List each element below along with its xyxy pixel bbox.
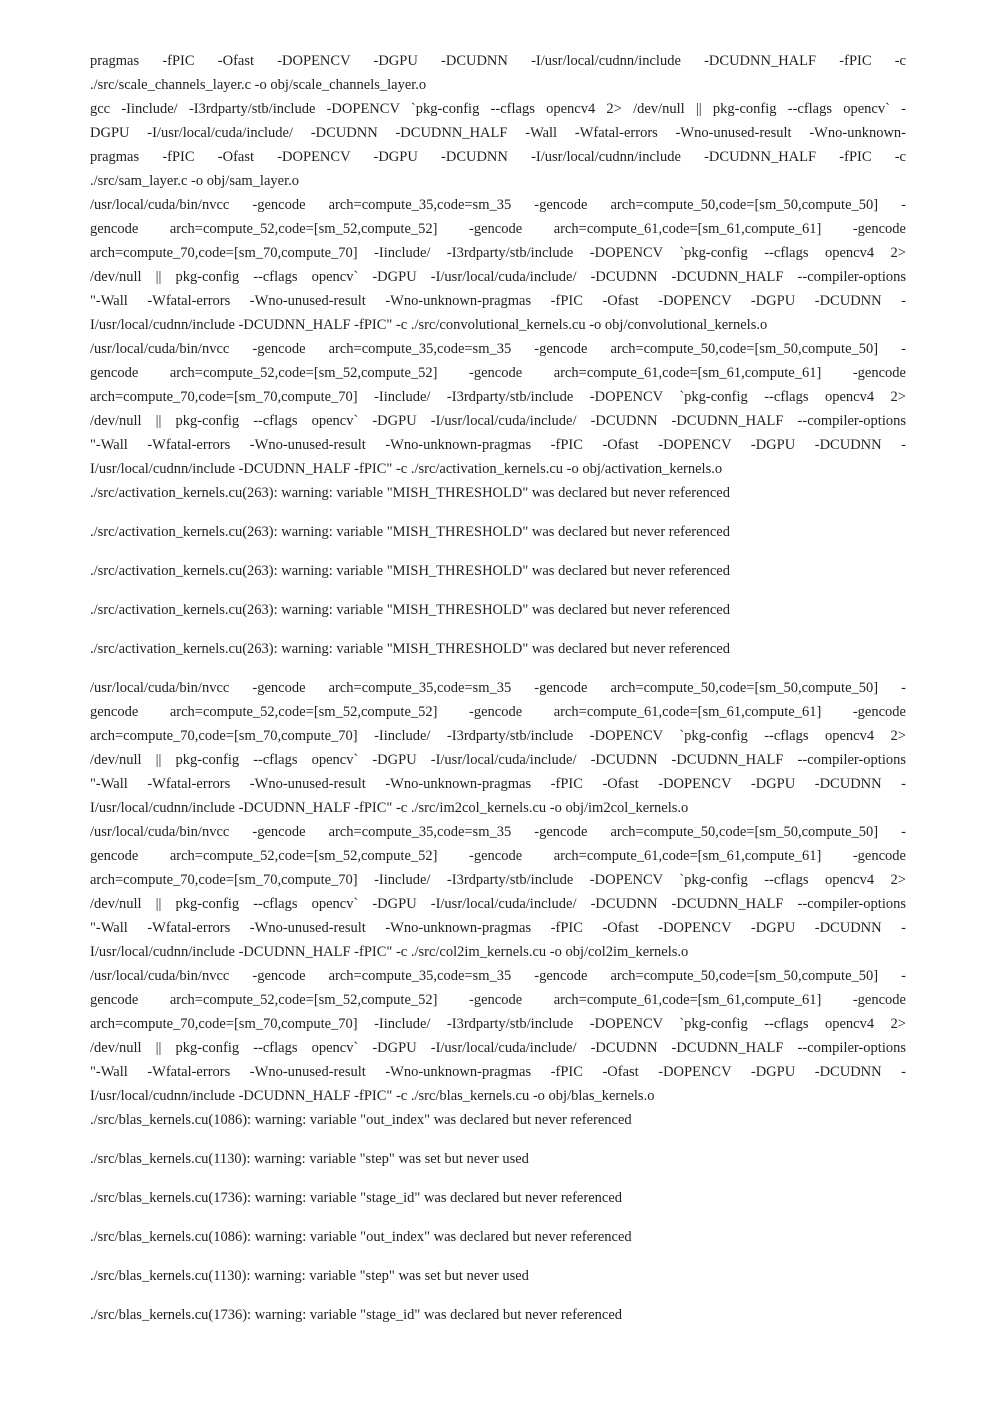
cmd-nvcc-col2im-kernels bbox=[90, 820, 906, 964]
log-line: ./src/activation_kernels.cu(263): warning: variable "MISH_THRESHOLD" was declared but never referenced bbox=[90, 641, 730, 657]
warning-blas-stage-id-1 bbox=[90, 1186, 906, 1210]
log-line: ./src/blas_kernels.cu(1130): warning: variable "step" was set but never used bbox=[90, 1151, 529, 1167]
log-line: gencode arch=compute_52,code=[sm_52,compute_52] -gencode arch=compute_61,code=[sm_61,compute_61] -gencode bbox=[90, 848, 906, 864]
log-line: /dev/null || pkg-config --cflags opencv` -DGPU -I/usr/local/cuda/include/ -DCUDNN -DCUDNN_HALF --compiler-options bbox=[90, 1040, 906, 1056]
warning-blas-out-index-2 bbox=[90, 1225, 906, 1249]
log-line: "-Wall -Wfatal-errors -Wno-unused-result -Wno-unknown-pragmas -fPIC -Ofast -DOPENCV -DGPU -DCUDNN - bbox=[90, 776, 906, 792]
cmd-nvcc-im2col-kernels bbox=[90, 676, 906, 820]
log-line: I/usr/local/cudnn/include -DCUDNN_HALF -fPIC" -c ./src/col2im_kernels.cu -o obj/col2im_kernels.o bbox=[90, 944, 689, 960]
log-line: arch=compute_70,code=[sm_70,compute_70] -Iinclude/ -I3rdparty/stb/include -DOPENCV `pkg-config --cflags opencv4 2> bbox=[90, 245, 906, 261]
log-line: ./src/activation_kernels.cu(263): warning: variable "MISH_THRESHOLD" was declared but never referenced bbox=[90, 563, 730, 579]
log-line: "-Wall -Wfatal-errors -Wno-unused-result -Wno-unknown-pragmas -fPIC -Ofast -DOPENCV -DGPU -DCUDNN - bbox=[90, 1064, 906, 1080]
log-line: ./src/activation_kernels.cu(263): warning: variable "MISH_THRESHOLD" was declared but never referenced bbox=[90, 524, 730, 540]
log-line: /usr/local/cuda/bin/nvcc -gencode arch=compute_35,code=sm_35 -gencode arch=compute_50,code=[sm_50,compute_50] - bbox=[90, 197, 906, 213]
cmd-nvcc-convolutional-kernels bbox=[90, 193, 906, 337]
log-line: arch=compute_70,code=[sm_70,compute_70] -Iinclude/ -I3rdparty/stb/include -DOPENCV `pkg-config --cflags opencv4 2> bbox=[90, 389, 906, 405]
warning-blas-step-1 bbox=[90, 1147, 906, 1171]
log-line: ./src/scale_channels_layer.c -o obj/scale_channels_layer.o bbox=[90, 77, 427, 93]
warning-blas-out-index-1 bbox=[90, 1108, 906, 1132]
log-line: "-Wall -Wfatal-errors -Wno-unused-result -Wno-unknown-pragmas -fPIC -Ofast -DOPENCV -DGPU -DCUDNN - bbox=[90, 293, 906, 309]
log-line: ./src/blas_kernels.cu(1736): warning: variable "stage_id" was declared but never referenced bbox=[90, 1190, 623, 1206]
log-line: I/usr/local/cudnn/include -DCUDNN_HALF -fPIC" -c ./src/activation_kernels.cu -o obj/activation_kernels.o bbox=[90, 461, 723, 477]
log-line: DGPU -I/usr/local/cuda/include/ -DCUDNN -DCUDNN_HALF -Wall -Wfatal-errors -Wno-unused-result -Wno-unknown- bbox=[90, 125, 906, 141]
log-line: ./src/sam_layer.c -o obj/sam_layer.o bbox=[90, 173, 299, 189]
warning-mish-threshold-1 bbox=[90, 481, 906, 505]
log-line: /usr/local/cuda/bin/nvcc -gencode arch=compute_35,code=sm_35 -gencode arch=compute_50,code=[sm_50,compute_50] - bbox=[90, 341, 906, 357]
log-line: pragmas -fPIC -Ofast -DOPENCV -DGPU -DCUDNN -I/usr/local/cudnn/include -DCUDNN_HALF -fPIC -c bbox=[90, 149, 906, 165]
log-line: gencode arch=compute_52,code=[sm_52,compute_52] -gencode arch=compute_61,code=[sm_61,compute_61] -gencode bbox=[90, 221, 906, 237]
log-line: ./src/blas_kernels.cu(1086): warning: variable "out_index" was declared but never referenced bbox=[90, 1229, 632, 1245]
log-line: pragmas -fPIC -Ofast -DOPENCV -DGPU -DCUDNN -I/usr/local/cudnn/include -DCUDNN_HALF -fPIC -c bbox=[90, 53, 906, 69]
log-line: /dev/null || pkg-config --cflags opencv` -DGPU -I/usr/local/cuda/include/ -DCUDNN -DCUDNN_HALF --compiler-options bbox=[90, 896, 906, 912]
log-line: arch=compute_70,code=[sm_70,compute_70] -Iinclude/ -I3rdparty/stb/include -DOPENCV `pkg-config --cflags opencv4 2> bbox=[90, 1016, 906, 1032]
log-line: /dev/null || pkg-config --cflags opencv` -DGPU -I/usr/local/cuda/include/ -DCUDNN -DCUDNN_HALF --compiler-options bbox=[90, 413, 906, 429]
log-line: ./src/blas_kernels.cu(1736): warning: variable "stage_id" was declared but never referenced bbox=[90, 1307, 623, 1323]
log-line: I/usr/local/cudnn/include -DCUDNN_HALF -fPIC" -c ./src/im2col_kernels.cu -o obj/im2col_kernels.o bbox=[90, 800, 689, 816]
log-line: gencode arch=compute_52,code=[sm_52,compute_52] -gencode arch=compute_61,code=[sm_61,compute_61] -gencode bbox=[90, 704, 906, 720]
cmd-gcc-scale-channels-layer bbox=[90, 49, 906, 97]
log-line: /usr/local/cuda/bin/nvcc -gencode arch=compute_35,code=sm_35 -gencode arch=compute_50,code=[sm_50,compute_50] - bbox=[90, 824, 906, 840]
cmd-nvcc-activation-kernels bbox=[90, 337, 906, 481]
log-line: ./src/blas_kernels.cu(1086): warning: variable "out_index" was declared but never referenced bbox=[90, 1112, 632, 1128]
warning-blas-stage-id-2 bbox=[90, 1303, 906, 1327]
log-line: ./src/activation_kernels.cu(263): warning: variable "MISH_THRESHOLD" was declared but never referenced bbox=[90, 485, 730, 501]
cmd-nvcc-blas-kernels bbox=[90, 964, 906, 1108]
log-line: "-Wall -Wfatal-errors -Wno-unused-result -Wno-unknown-pragmas -fPIC -Ofast -DOPENCV -DGPU -DCUDNN - bbox=[90, 437, 906, 453]
log-line: "-Wall -Wfatal-errors -Wno-unused-result -Wno-unknown-pragmas -fPIC -Ofast -DOPENCV -DGPU -DCUDNN - bbox=[90, 920, 906, 936]
log-line: /dev/null || pkg-config --cflags opencv` -DGPU -I/usr/local/cuda/include/ -DCUDNN -DCUDNN_HALF --compiler-options bbox=[90, 752, 906, 768]
log-line: arch=compute_70,code=[sm_70,compute_70] -Iinclude/ -I3rdparty/stb/include -DOPENCV `pkg-config --cflags opencv4 2> bbox=[90, 872, 906, 888]
warning-mish-threshold-2 bbox=[90, 520, 906, 544]
log-line: gcc -Iinclude/ -I3rdparty/stb/include -DOPENCV `pkg-config --cflags opencv4 2> /dev/null || pkg-config --cflags opencv` - bbox=[90, 101, 906, 117]
log-line: /usr/local/cuda/bin/nvcc -gencode arch=compute_35,code=sm_35 -gencode arch=compute_50,code=[sm_50,compute_50] - bbox=[90, 680, 906, 696]
log-line: ./src/blas_kernels.cu(1130): warning: variable "step" was set but never used bbox=[90, 1268, 529, 1284]
warning-blas-step-2 bbox=[90, 1264, 906, 1288]
log-line: /dev/null || pkg-config --cflags opencv` -DGPU -I/usr/local/cuda/include/ -DCUDNN -DCUDNN_HALF --compiler-options bbox=[90, 269, 906, 285]
log-line: gencode arch=compute_52,code=[sm_52,compute_52] -gencode arch=compute_61,code=[sm_61,compute_61] -gencode bbox=[90, 992, 906, 1008]
warning-mish-threshold-3 bbox=[90, 559, 906, 583]
log-line: I/usr/local/cudnn/include -DCUDNN_HALF -fPIC" -c ./src/convolutional_kernels.cu -o obj/convolutional_kernels.o bbox=[90, 317, 768, 333]
log-line: arch=compute_70,code=[sm_70,compute_70] -Iinclude/ -I3rdparty/stb/include -DOPENCV `pkg-config --cflags opencv4 2> bbox=[90, 728, 906, 744]
log-line: /usr/local/cuda/bin/nvcc -gencode arch=compute_35,code=sm_35 -gencode arch=compute_50,code=[sm_50,compute_50] - bbox=[90, 968, 906, 984]
warning-mish-threshold-5 bbox=[90, 637, 906, 661]
log-line: gencode arch=compute_52,code=[sm_52,compute_52] -gencode arch=compute_61,code=[sm_61,compute_61] -gencode bbox=[90, 365, 906, 381]
warning-mish-threshold-4 bbox=[90, 598, 906, 622]
cmd-gcc-sam-layer bbox=[90, 97, 906, 193]
log-line: ./src/activation_kernels.cu(263): warning: variable "MISH_THRESHOLD" was declared but never referenced bbox=[90, 602, 730, 618]
log-line: I/usr/local/cudnn/include -DCUDNN_HALF -fPIC" -c ./src/blas_kernels.cu -o obj/blas_kernels.o bbox=[90, 1088, 655, 1104]
